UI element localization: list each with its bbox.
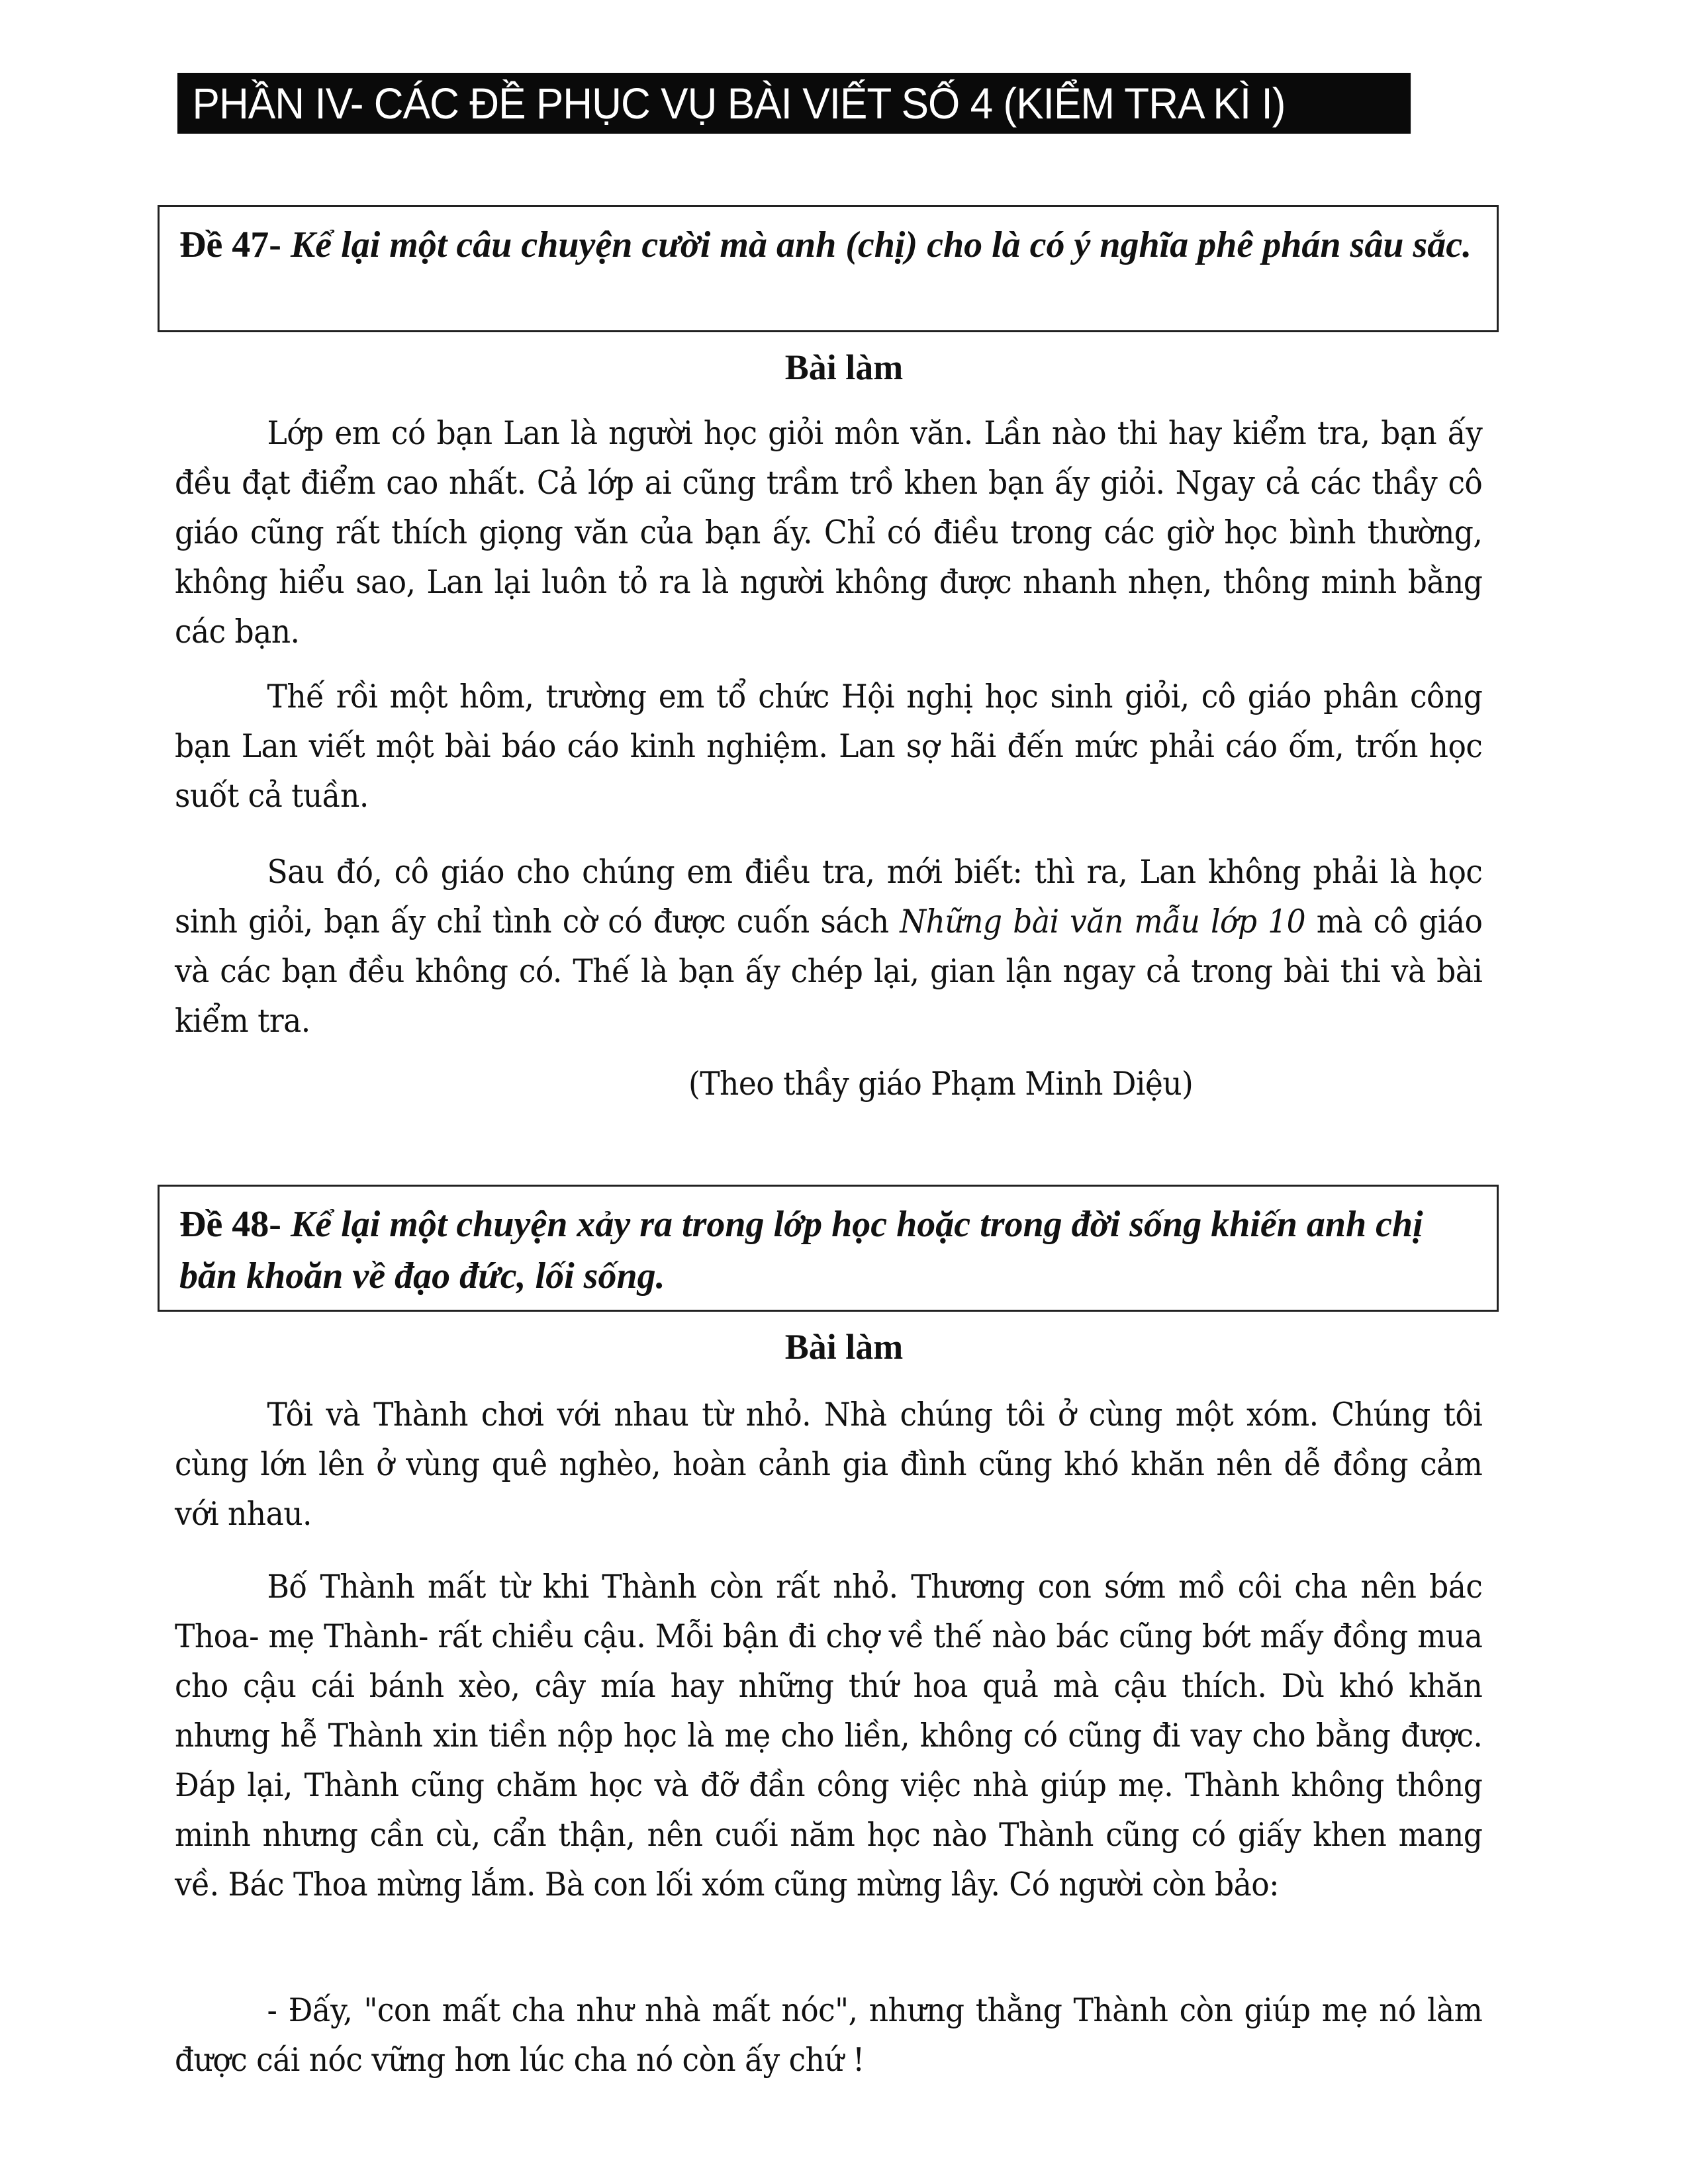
source-attribution: (Theo thầy giáo Phạm Minh Diệu) <box>688 1065 1194 1103</box>
paragraph-text: Sau đó, cô giáo cho chúng em điều tra, mới biết: thì ra, Lan không phải là học sinh giỏi, bạn ấy chỉ tình cờ có được cuốn sách <box>175 853 1483 940</box>
topic-box-47 <box>158 205 1499 332</box>
paragraph: Bố Thành mất từ khi Thành còn rất nhỏ. Thương con sớm mồ côi cha nên bác Thoa- mẹ Thành- rất chiều cậu. Mỗi bận đi chợ về thế nào bác cũng bớt mấy đồng mua cho cậu cái bánh xèo, cây mía hay những thứ hoa quả mà cậu thích. Dù khó khăn nhưng hễ Thành xin tiền nộp học là mẹ cho liền, không có cũng đi vay cho bằng được. Đáp lại, Thành cũng chăm học và đỡ đần công việc nhà giúp mẹ. Thành không thông minh nhưng cần cù, cẩn thận, nên cuối năm học nào Thành cũng có giấy khen mang về. Bác Thoa mừng lắm. Bà con lối xóm cũng mừng lây. Có người còn bảo: <box>175 1568 1483 1903</box>
paragraph: Lớp em có bạn Lan là người học giỏi môn văn. Lần nào thi hay kiểm tra, bạn ấy đều đạt điểm cao nhất. Cả lớp ai cũng trầm trồ khen bạn ấy giỏi. Ngay cả các thầy cô giáo cũng rất thích giọng văn của bạn ấy. Chỉ có điều trong các giờ học bình thường, không hiểu sao, Lan lại luôn tỏ ra là người không được nhanh nhẹn, thông minh bằng các bạn. <box>175 414 1483 651</box>
paragraph: - Đấy, "con mất cha như nhà mất nóc", nhưng thằng Thành còn giúp mẹ nó làm được cái nóc vững hơn lúc cha nó còn ấy chứ ! <box>175 1991 1483 2079</box>
answer-heading: Bài làm <box>784 347 904 387</box>
paragraph: Tôi và Thành chơi với nhau từ nhỏ. Nhà chúng tôi ở cùng một xóm. Chúng tôi cùng lớn lên ở vùng quê nghèo, hoàn cảnh gia đình cũng khó khăn nên dễ đồng cảm với nhau. <box>175 1396 1483 1533</box>
topic-title: Kể lại một chuyện xảy ra trong lớp học hoặc trong đời sống khiến anh chị băn khoăn về đạo đức, lối sống. <box>179 1204 1423 1297</box>
topic-label: Đề 47- <box>179 224 291 265</box>
answer-heading: Bài làm <box>784 1327 904 1367</box>
paragraph <box>175 847 1482 1046</box>
book-title: Những bài văn mẫu lớp 10 <box>900 903 1306 940</box>
topic-label: Đề 48- <box>179 1204 291 1245</box>
topic-title: Kể lại một câu chuyện cười mà anh (chị) cho là có ý nghĩa phê phán sâu sắc. <box>290 224 1472 265</box>
paragraph: Thế rồi một hôm, trường em tổ chức Hội nghị học sinh giỏi, cô giáo phân công bạn Lan viết một bài báo cáo kinh nghiệm. Lan sợ hãi đến mức phải cáo ốm, trốn học suốt cả tuần. <box>175 678 1483 815</box>
paragraph-text: mà cô giáo và các bạn đều không có. Thế là bạn ấy chép lại, gian lận ngay cả trong bài thi và bài kiểm tra. <box>175 903 1483 1040</box>
section-header: PHẦN IV- CÁC ĐỀ PHỤC VỤ BÀI VIẾT SỐ 4 (KIỂM TRA KÌ I) <box>177 73 1411 134</box>
topic-box-48 <box>158 1185 1499 1312</box>
